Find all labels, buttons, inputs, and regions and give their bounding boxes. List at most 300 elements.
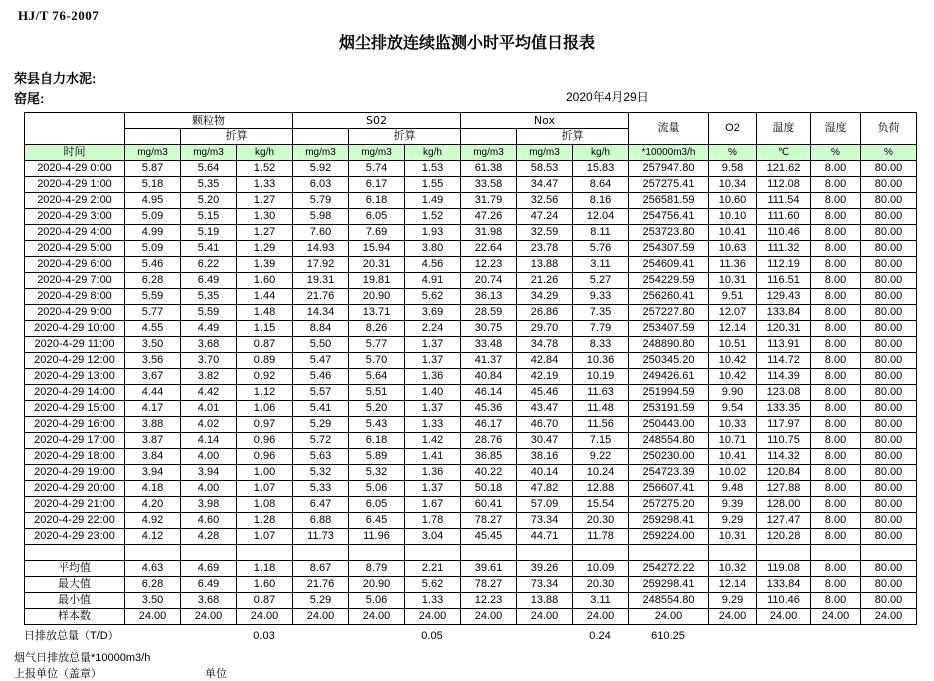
cell-nox: 46.14 [461,385,517,401]
cell-nox: 46.17 [461,417,517,433]
cell-so2_k: 3.69 [405,305,461,321]
cell-temp: 120.28 [757,529,811,545]
cell-time: 2020-4-29 13:00 [25,369,125,385]
page-title: 烟尘排放连续监测小时平均值日报表 [338,33,595,52]
summary-cell-hum: 8.00 [811,593,861,609]
cell-so2_k: 1.33 [405,417,461,433]
summary-cell-o2: 9.29 [709,593,757,609]
summary-cell-pm: 6.28 [125,577,181,593]
cell-flow: 248554.80 [629,433,709,449]
cell-pm_c: 4.01 [181,401,237,417]
cell-nox_k: 10.19 [573,369,629,385]
cell-hum: 8.00 [811,449,861,465]
cell-nox: 36.13 [461,289,517,305]
cell-o2: 9.58 [709,161,757,177]
cell-o2: 10.42 [709,369,757,385]
cell-hum: 8.00 [811,305,861,321]
table-row [25,353,917,369]
cell-pm: 5.77 [125,305,181,321]
unit-pm-conv-mg: mg/m3 [181,145,237,161]
summary-cell-temp: 110.46 [757,593,811,609]
summary-cell-so2_c: 8.79 [349,561,405,577]
cell-time: 2020-4-29 6:00 [25,257,125,273]
header-pm-converted: 折算 [181,129,293,145]
cell-so2: 5.46 [293,369,349,385]
cell-flow: 253723.80 [629,225,709,241]
cell-o2: 10.34 [709,177,757,193]
cell-pm: 4.12 [125,529,181,545]
unit-row [25,145,917,161]
table-row [25,209,917,225]
cell-temp: 112.08 [757,177,811,193]
unit-pm-kg: kg/h [237,145,293,161]
cell-time: 2020-4-29 14:00 [25,385,125,401]
table-row [25,497,917,513]
cell-blank [461,545,517,561]
cell-o2: 9.90 [709,385,757,401]
cell-load: 80.00 [861,337,917,353]
cell-so2: 21.76 [293,289,349,305]
cell-so2: 5.57 [293,385,349,401]
cell-temp: 114.39 [757,369,811,385]
cell-so2_c: 5.20 [349,401,405,417]
cell-so2_c: 5.77 [349,337,405,353]
cell-load: 80.00 [861,497,917,513]
summary-cell-pm_c: 3.68 [181,593,237,609]
summary-cell-so2_k: 5.62 [405,577,461,593]
cell-load: 80.00 [861,209,917,225]
cell-so2_k: 5.62 [405,289,461,305]
daily-total-nox: 0.24 [589,630,611,642]
cell-nox: 45.45 [461,529,517,545]
cell-blank [349,545,405,561]
cell-nox_c: 30.47 [517,433,573,449]
daily-total-so2: 0.05 [421,630,443,642]
cell-nox_k: 20.30 [573,513,629,529]
cell-so2_c: 6.45 [349,513,405,529]
header-so2-blank [293,129,349,145]
cell-flow: 256581.59 [629,193,709,209]
cell-nox_k: 3.11 [573,257,629,273]
header-so2-converted: 折算 [349,129,461,145]
source-name: 窑尾: [14,91,45,106]
cell-temp: 110.75 [757,433,811,449]
summary-cell-nox_k: 24.00 [573,609,629,625]
cell-temp: 121.62 [757,161,811,177]
cell-so2: 6.47 [293,497,349,513]
cell-o2: 10.42 [709,353,757,369]
summary-label: 平均值 [25,561,125,577]
header-group-nox: Nox [461,113,629,129]
cell-so2: 5.41 [293,401,349,417]
cell-flow: 250345.20 [629,353,709,369]
table-row [25,241,917,257]
cell-pm_k: 1.39 [237,257,293,273]
cell-pm_k: 1.07 [237,529,293,545]
table-row [25,433,917,449]
cell-nox: 47.26 [461,209,517,225]
cell-load: 80.00 [861,465,917,481]
summary-cell-nox_k: 3.11 [573,593,629,609]
cell-so2_k: 1.52 [405,209,461,225]
summary-cell-nox_c: 73.34 [517,577,573,593]
summary-cell-nox_c: 24.00 [517,609,573,625]
cell-nox: 33.48 [461,337,517,353]
cell-flow: 250230.00 [629,449,709,465]
cell-nox_k: 10.36 [573,353,629,369]
cell-time: 2020-4-29 10:00 [25,321,125,337]
summary-cell-pm_c: 6.49 [181,577,237,593]
cell-hum: 8.00 [811,225,861,241]
cell-flow: 257275.20 [629,497,709,513]
cell-so2_k: 2.24 [405,321,461,337]
unit-so2-kg: kg/h [405,145,461,161]
summary-cell-nox_c: 13.88 [517,593,573,609]
table-row [25,257,917,273]
cell-pm: 6.28 [125,273,181,289]
unit-nox-kg: kg/h [573,145,629,161]
summary-row [25,561,917,577]
cell-blank [237,545,293,561]
cell-nox_k: 12.04 [573,209,629,225]
cell-flow: 254756.41 [629,209,709,225]
cell-pm_k: 1.28 [237,513,293,529]
cell-o2: 10.02 [709,465,757,481]
cell-nox_c: 13.88 [517,257,573,273]
daily-total-flow: 610.25 [651,630,685,642]
cell-blank [629,545,709,561]
cell-so2_c: 6.05 [349,497,405,513]
cell-temp: 113.91 [757,337,811,353]
header-spacer [25,113,125,145]
cell-load: 80.00 [861,289,917,305]
cell-pm: 5.09 [125,241,181,257]
cell-pm: 4.17 [125,401,181,417]
summary-cell-hum: 8.00 [811,561,861,577]
cell-nox: 31.98 [461,225,517,241]
cell-pm_c: 4.00 [181,481,237,497]
cell-nox_c: 73.34 [517,513,573,529]
cell-nox_c: 58.53 [517,161,573,177]
cell-nox: 20.74 [461,273,517,289]
cell-pm_k: 1.27 [237,193,293,209]
cell-pm_k: 1.33 [237,177,293,193]
cell-pm: 4.92 [125,513,181,529]
cell-pm_k: 1.07 [237,481,293,497]
summary-cell-load: 80.00 [861,577,917,593]
footer-note-flow: 烟气日排放总量*10000m3/h [14,652,151,664]
cell-load: 80.00 [861,401,917,417]
cell-nox_c: 40.14 [517,465,573,481]
cell-nox: 45.36 [461,401,517,417]
cell-pm_c: 5.19 [181,225,237,241]
cell-so2_k: 1.37 [405,401,461,417]
cell-o2: 10.71 [709,433,757,449]
cell-pm_k: 1.06 [237,401,293,417]
summary-cell-so2_k: 24.00 [405,609,461,625]
cell-so2_k: 1.55 [405,177,461,193]
cell-hum: 8.00 [811,193,861,209]
summary-cell-pm_c: 4.69 [181,561,237,577]
cell-so2_c: 20.90 [349,289,405,305]
summary-cell-o2: 24.00 [709,609,757,625]
cell-so2: 5.63 [293,449,349,465]
cell-o2: 10.33 [709,417,757,433]
cell-pm_c: 3.94 [181,465,237,481]
summary-cell-pm: 3.50 [125,593,181,609]
cell-flow: 248890.80 [629,337,709,353]
summary-cell-o2: 12.14 [709,577,757,593]
cell-so2_c: 6.18 [349,193,405,209]
cell-so2_c: 5.89 [349,449,405,465]
cell-o2: 10.63 [709,241,757,257]
cell-pm_c: 4.42 [181,385,237,401]
summary-cell-pm: 24.00 [125,609,181,625]
table-row [25,289,917,305]
cell-flow: 254307.59 [629,241,709,257]
cell-so2_c: 5.32 [349,465,405,481]
table-row [25,465,917,481]
cell-o2: 9.48 [709,481,757,497]
cell-flow: 256607.41 [629,481,709,497]
summary-row [25,577,917,593]
summary-cell-pm: 4.63 [125,561,181,577]
summary-cell-temp: 133.84 [757,577,811,593]
cell-hum: 8.00 [811,529,861,545]
table-row [25,177,917,193]
cell-temp: 127.88 [757,481,811,497]
unit-so2-conv-mg: mg/m3 [349,145,405,161]
cell-nox_c: 44.71 [517,529,573,545]
cell-pm_c: 6.49 [181,273,237,289]
cell-so2_c: 7.69 [349,225,405,241]
table-row [25,417,917,433]
cell-time: 2020-4-29 5:00 [25,241,125,257]
cell-pm: 4.99 [125,225,181,241]
cell-pm: 5.59 [125,289,181,305]
summary-cell-pm_k: 1.60 [237,577,293,593]
cell-flow: 253407.59 [629,321,709,337]
cell-pm_k: 1.30 [237,209,293,225]
cell-nox_k: 9.22 [573,449,629,465]
unit-pm-mg: mg/m3 [125,145,181,161]
cell-temp: 120.31 [757,321,811,337]
cell-so2_k: 3.04 [405,529,461,545]
cell-flow: 259224.00 [629,529,709,545]
summary-cell-nox: 39.61 [461,561,517,577]
cell-nox_c: 34.78 [517,337,573,353]
cell-temp: 127.47 [757,513,811,529]
summary-cell-temp: 119.08 [757,561,811,577]
cell-pm_k: 1.29 [237,241,293,257]
cell-nox: 28.59 [461,305,517,321]
summary-cell-so2_c: 20.90 [349,577,405,593]
cell-hum: 8.00 [811,417,861,433]
header-temp: 温度 [757,113,811,145]
summary-label: 最大值 [25,577,125,593]
cell-flow: 257275.41 [629,177,709,193]
cell-nox_k: 7.35 [573,305,629,321]
cell-nox_c: 45.46 [517,385,573,401]
table-row [25,481,917,497]
cell-nox_k: 12.88 [573,481,629,497]
summary-row [25,593,917,609]
cell-temp: 114.72 [757,353,811,369]
cell-so2_k: 1.36 [405,369,461,385]
cell-so2: 5.50 [293,337,349,353]
cell-nox_k: 8.16 [573,193,629,209]
table-row [25,529,917,545]
summary-cell-pm_k: 0.87 [237,593,293,609]
cell-pm_c: 5.59 [181,305,237,321]
header-load: 负荷 [861,113,917,145]
cell-nox_k: 7.79 [573,321,629,337]
summary-cell-nox: 12.23 [461,593,517,609]
cell-nox: 78.27 [461,513,517,529]
cell-flow: 249426.61 [629,369,709,385]
cell-load: 80.00 [861,513,917,529]
summary-cell-pm_c: 24.00 [181,609,237,625]
cell-time: 2020-4-29 12:00 [25,353,125,369]
summary-cell-so2_k: 2.21 [405,561,461,577]
cell-so2_c: 19.81 [349,273,405,289]
cell-o2: 10.10 [709,209,757,225]
cell-temp: 116.51 [757,273,811,289]
table-row [25,369,917,385]
cell-pm: 3.67 [125,369,181,385]
cell-so2_c: 20.31 [349,257,405,273]
cell-pm_c: 5.41 [181,241,237,257]
cell-so2_c: 5.74 [349,161,405,177]
cell-nox_k: 5.76 [573,241,629,257]
cell-so2_k: 1.93 [405,225,461,241]
cell-blank [573,545,629,561]
cell-so2_k: 1.37 [405,337,461,353]
cell-load: 80.00 [861,385,917,401]
cell-time: 2020-4-29 3:00 [25,209,125,225]
cell-nox_c: 47.82 [517,481,573,497]
header-group-so2: S02 [293,113,461,129]
cell-flow: 257227.80 [629,305,709,321]
cell-nox: 60.41 [461,497,517,513]
cell-hum: 8.00 [811,481,861,497]
cell-time: 2020-4-29 17:00 [25,433,125,449]
header-time: 时间 [25,145,125,161]
header-row-group [25,113,917,129]
summary-cell-load: 80.00 [861,561,917,577]
header-nox-blank [461,129,517,145]
cell-nox: 30.75 [461,321,517,337]
cell-hum: 8.00 [811,465,861,481]
cell-time: 2020-4-29 23:00 [25,529,125,545]
cell-pm: 3.88 [125,417,181,433]
cell-nox: 31.79 [461,193,517,209]
cell-pm_k: 1.44 [237,289,293,305]
cell-temp: 128.00 [757,497,811,513]
cell-so2_k: 1.36 [405,465,461,481]
cell-o2: 10.31 [709,273,757,289]
summary-cell-pm_k: 24.00 [237,609,293,625]
unit-temp: ℃ [757,145,811,161]
cell-hum: 8.00 [811,177,861,193]
cell-pm: 4.55 [125,321,181,337]
cell-pm_c: 5.35 [181,177,237,193]
cell-temp: 114.32 [757,449,811,465]
cell-nox: 22.64 [461,241,517,257]
cell-nox_c: 42.84 [517,353,573,369]
cell-time: 2020-4-29 19:00 [25,465,125,481]
cell-nox: 33.58 [461,177,517,193]
cell-load: 80.00 [861,449,917,465]
header-nox-converted: 折算 [517,129,629,145]
cell-nox_k: 8.64 [573,177,629,193]
table-row [25,273,917,289]
cell-nox: 40.84 [461,369,517,385]
cell-load: 80.00 [861,161,917,177]
cell-nox_k: 15.83 [573,161,629,177]
daily-total-row [24,627,708,643]
cell-time: 2020-4-29 15:00 [25,401,125,417]
cell-o2: 10.60 [709,193,757,209]
cell-so2: 5.98 [293,209,349,225]
header-humidity: 湿度 [811,113,861,145]
cell-hum: 8.00 [811,161,861,177]
cell-blank [861,545,917,561]
cell-time: 2020-4-29 21:00 [25,497,125,513]
cell-nox_k: 9.33 [573,289,629,305]
cell-nox_c: 23.78 [517,241,573,257]
summary-cell-so2_c: 24.00 [349,609,405,625]
spacer-row [25,545,917,561]
cell-so2_c: 5.64 [349,369,405,385]
cell-pm: 3.87 [125,433,181,449]
summary-cell-nox_k: 10.09 [573,561,629,577]
cell-pm_c: 5.35 [181,289,237,305]
cell-pm_c: 3.70 [181,353,237,369]
summary-cell-hum: 24.00 [811,609,861,625]
cell-hum: 8.00 [811,241,861,257]
cell-pm_k: 1.08 [237,497,293,513]
cell-pm: 5.87 [125,161,181,177]
cell-time: 2020-4-29 16:00 [25,417,125,433]
cell-so2: 5.92 [293,161,349,177]
cell-so2_c: 5.51 [349,385,405,401]
cell-time: 2020-4-29 18:00 [25,449,125,465]
summary-cell-flow: 248554.80 [629,593,709,609]
cell-so2_c: 11.96 [349,529,405,545]
cell-load: 80.00 [861,353,917,369]
summary-cell-so2: 21.76 [293,577,349,593]
cell-nox_k: 15.54 [573,497,629,513]
cell-time: 2020-4-29 0:00 [25,161,125,177]
daily-total-label: 日排放总量（T/D） [24,630,119,642]
cell-pm_k: 1.48 [237,305,293,321]
cell-nox: 50.18 [461,481,517,497]
cell-pm: 5.46 [125,257,181,273]
cell-pm: 5.09 [125,209,181,225]
cell-pm_k: 0.96 [237,433,293,449]
unit-o2: % [709,145,757,161]
cell-hum: 8.00 [811,209,861,225]
cell-pm: 3.56 [125,353,181,369]
cell-pm_c: 4.02 [181,417,237,433]
unit-flow: *10000m3/h [629,145,709,161]
cell-load: 80.00 [861,305,917,321]
cell-pm_k: 1.15 [237,321,293,337]
cell-pm_k: 0.92 [237,369,293,385]
cell-load: 80.00 [861,321,917,337]
cell-pm: 4.20 [125,497,181,513]
